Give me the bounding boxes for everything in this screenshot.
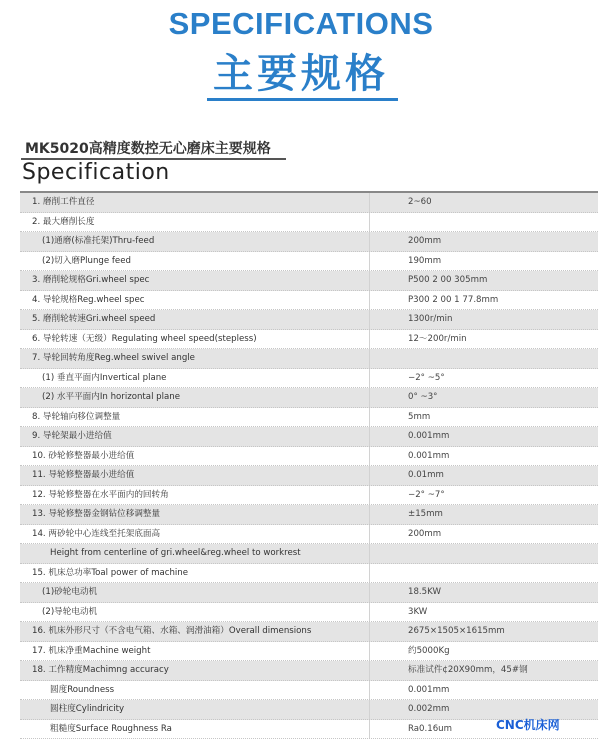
spec-value: −2° ~7° — [408, 489, 445, 500]
spec-label: 1. 磨削工件直径 — [20, 193, 370, 212]
spec-label: (2)导轮电动机 — [20, 603, 370, 622]
table-row — [20, 525, 598, 545]
spec-value: 标准试件¢20X90mm，45#钢 — [408, 665, 528, 675]
spec-label: (2) 水平平面内In horizontal plane — [20, 388, 370, 407]
spec-label: 12. 导轮修整器在水平面内的回转角 — [20, 486, 370, 505]
spec-label: 9. 导轮架最小进给值 — [20, 427, 370, 446]
spec-value: 5mm — [408, 411, 431, 422]
table-row — [20, 369, 598, 389]
spec-value: −2° ~5° — [408, 372, 445, 383]
spec-label: 2. 最大磨削长度 — [20, 213, 370, 232]
spec-value: 1300r/min — [408, 314, 453, 324]
table-row — [20, 388, 598, 408]
spec-value: 0° ~3° — [408, 392, 438, 402]
table-row — [20, 408, 598, 428]
spec-label: 17. 机床净重Machine weight — [20, 642, 370, 661]
spec-label: 8. 导轮轴向移位调整量 — [20, 408, 370, 427]
spec-value: ±15mm — [408, 509, 443, 519]
page-title-chinese: 主要规格 — [213, 51, 389, 97]
spec-label: 14. 两砂轮中心连线至托架底面高 — [20, 525, 370, 544]
spec-label: (2)切入磨Plunge feed — [20, 252, 370, 271]
table-row — [20, 642, 598, 662]
table-row — [20, 544, 598, 564]
table-row — [20, 291, 598, 311]
title-underline — [207, 98, 398, 101]
spec-label: 圆柱度Cylindricity — [20, 700, 370, 719]
spec-value: 0.01mm — [408, 470, 444, 480]
table-row — [20, 252, 598, 272]
spec-label: 10. 砂轮修整器最小进给值 — [20, 447, 370, 466]
spec-value — [370, 564, 598, 583]
table-row — [20, 330, 598, 350]
spec-label: 圆度Roundness — [20, 681, 370, 700]
table-row — [20, 232, 598, 252]
spec-label: 6. 导轮转速（无级）Regulating wheel speed(stepless) — [20, 330, 370, 349]
table-row — [20, 486, 598, 506]
spec-value: P500 2 00 305mm — [408, 275, 488, 285]
spec-value: 18.5KW — [408, 587, 441, 597]
spec-value: 3KW — [408, 606, 428, 617]
spec-label: 15. 机床总功率Toal power of machine — [20, 564, 370, 583]
spec-label: 5. 磨削轮转速Gri.wheel speed — [20, 310, 370, 329]
spec-value: 约5000Kg — [408, 645, 450, 656]
table-row — [20, 349, 598, 369]
spec-value: 2~60 — [408, 197, 432, 207]
spec-value — [370, 213, 598, 232]
table-row — [20, 622, 598, 642]
spec-label: 11. 导轮修整器最小进给值 — [20, 466, 370, 485]
spec-label: 粗糙度Surface Roughness Ra — [20, 720, 370, 739]
spec-label: 4. 导轮规格Reg.wheel spec — [20, 291, 370, 310]
spec-value: 200mm — [408, 236, 442, 246]
section-title: Specification — [22, 160, 170, 185]
spec-value — [370, 544, 598, 563]
spec-value: 190mm — [408, 255, 442, 266]
spec-value: 0.001mm — [408, 684, 450, 695]
table-row — [20, 213, 598, 233]
table-row — [20, 661, 598, 681]
spec-label: 7. 导轮回转角度Reg.wheel swivel angle — [20, 349, 370, 368]
table-row — [20, 603, 598, 623]
spec-value: 2675×1505×1615mm — [408, 626, 505, 636]
spec-label: 3. 磨削轮规格Gri.wheel spec — [20, 271, 370, 290]
spec-table — [20, 193, 598, 739]
spec-value: 0.001mm — [408, 431, 450, 441]
table-row — [20, 505, 598, 525]
table-row — [20, 564, 598, 584]
spec-value: 0.002mm — [408, 704, 450, 714]
table-row — [20, 427, 598, 447]
page-title-english: SPECIFICATIONS — [168, 6, 434, 41]
spec-value: 0.001mm — [408, 450, 450, 461]
spec-value — [370, 349, 598, 368]
spec-label: Height from centerline of gri.wheel&reg.wheel to workrest — [20, 544, 370, 563]
spec-label: 18. 工作精度Machimng accuracy — [20, 661, 370, 680]
spec-label: (1)通磨(标准托架)Thru-feed — [20, 232, 370, 251]
spec-label: (1)砂轮电动机 — [20, 583, 370, 602]
table-row — [20, 193, 598, 213]
watermark: CNC机床网 — [496, 718, 560, 732]
spec-value: 12～200r/min — [408, 333, 467, 344]
spec-value: Ra0.16um — [408, 723, 453, 734]
table-row — [20, 583, 598, 603]
table-row — [20, 310, 598, 330]
spec-label: (1) 垂直平面内Invertical plane — [20, 369, 370, 388]
table-row — [20, 271, 598, 291]
table-row — [20, 681, 598, 701]
spec-value: 200mm — [408, 528, 442, 539]
table-row — [20, 466, 598, 486]
spec-label: 13. 导轮修整器金钢钻位移调整量 — [20, 505, 370, 524]
table-row — [20, 447, 598, 467]
model-title: MK5020高精度数控无心磨床主要规格 — [25, 141, 271, 157]
spec-value: P300 2 00 1 77.8mm — [408, 294, 499, 305]
spec-label: 16. 机床外形尺寸（不含电气箱、水箱、润滑油箱）Overall dimensions — [20, 622, 370, 641]
